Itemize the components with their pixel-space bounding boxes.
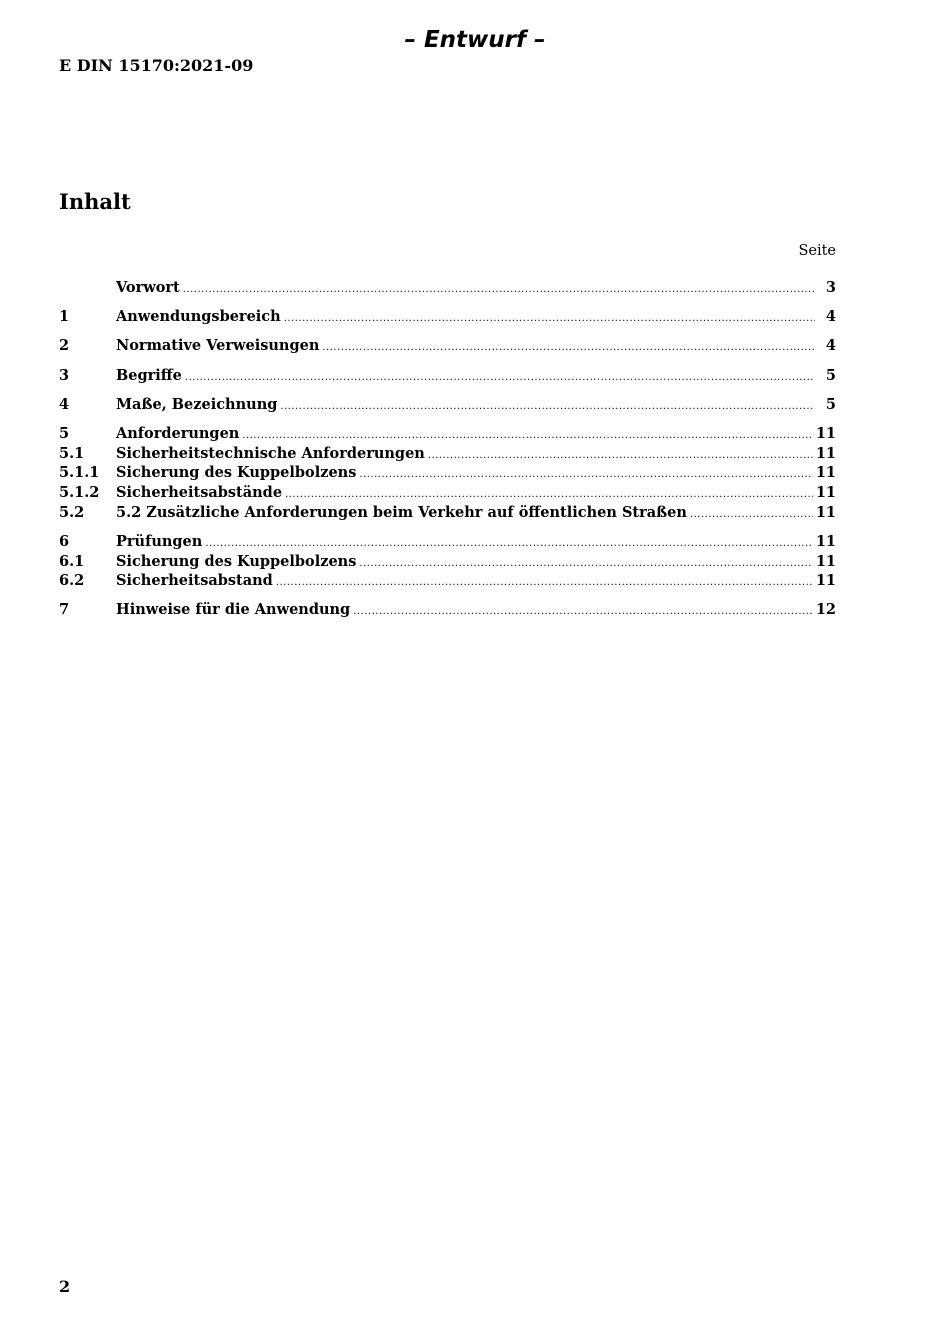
toc-entry-number: 3 xyxy=(59,366,70,384)
toc-entry-page: 11 xyxy=(815,444,836,462)
toc-entry-title: Maße, Bezeichnung xyxy=(116,395,278,413)
toc-entry[interactable] xyxy=(59,483,836,503)
toc-entry-number: 7 xyxy=(59,601,70,619)
document-id: E DIN 15170:2021-09 xyxy=(59,56,254,75)
toc-entry[interactable] xyxy=(59,571,836,591)
toc-entry-page: 5 xyxy=(825,395,836,413)
toc-entry-title: Begriffe xyxy=(116,366,182,384)
toc-entry-number: 6.1 xyxy=(59,552,85,570)
toc-entry-page: 11 xyxy=(815,464,836,482)
toc-entry-number: 5.1 xyxy=(59,444,85,462)
toc-entry-title: Sicherung des Kuppelbolzens xyxy=(116,552,357,570)
toc-entry-title: Anwendungsbereich xyxy=(116,308,281,326)
toc-entry-title: Hinweise für die Anwendung xyxy=(116,601,351,619)
toc-entry[interactable] xyxy=(59,463,836,483)
toc-entry[interactable] xyxy=(59,600,836,620)
toc-entry-title: Sicherheitstechnische Anforderungen xyxy=(116,444,425,462)
toc-entry[interactable] xyxy=(59,424,836,444)
toc-entry-number: 6.2 xyxy=(59,572,85,590)
toc-group xyxy=(59,366,836,386)
toc-dot-leader xyxy=(183,280,815,300)
toc-entry-page: 3 xyxy=(825,279,836,296)
toc-entry[interactable] xyxy=(59,395,836,415)
page-number: 2 xyxy=(59,1277,71,1296)
toc-entry-title: Anforderungen xyxy=(116,424,240,442)
toc-heading: Inhalt xyxy=(59,189,131,214)
toc-entry-number: 4 xyxy=(59,395,70,413)
toc-dot-leader xyxy=(280,397,815,417)
toc-entry-number: 2 xyxy=(59,337,70,355)
toc-entry-number: 5.2 xyxy=(59,503,85,521)
toc-entry-number: 5.1.1 xyxy=(59,464,100,482)
toc-entry[interactable] xyxy=(59,532,836,552)
toc-group xyxy=(59,278,836,298)
toc-entry[interactable] xyxy=(59,503,836,523)
toc-dot-leader xyxy=(276,573,813,593)
toc-group xyxy=(59,336,836,356)
toc-entry-page: 11 xyxy=(815,572,836,590)
toc-entry[interactable] xyxy=(59,444,836,464)
toc-entry-title: Vorwort xyxy=(116,279,180,296)
toc-entry-page: 11 xyxy=(815,532,836,550)
toc-dot-leader xyxy=(284,309,815,329)
toc-entry-page: 11 xyxy=(815,424,836,442)
toc-entry-number: 6 xyxy=(59,532,70,550)
toc-dot-leader xyxy=(322,338,815,358)
toc-dot-leader xyxy=(185,368,815,388)
toc-entry-page: 11 xyxy=(815,552,836,570)
toc-group xyxy=(59,307,836,327)
toc-entry-page: 12 xyxy=(815,601,836,619)
toc-group xyxy=(59,600,836,620)
toc-entry[interactable] xyxy=(59,278,836,298)
table-of-contents xyxy=(59,278,836,630)
toc-dot-leader xyxy=(353,602,813,622)
toc-entry-number: 5.1.2 xyxy=(59,484,100,501)
toc-entry[interactable] xyxy=(59,307,836,327)
toc-entry-title: 5.2 Zusätzliche Anforderungen beim Verkehr auf öffentlichen Straßen xyxy=(116,503,687,521)
toc-entry[interactable] xyxy=(59,552,836,572)
toc-entry-title: Sicherheitsabstand xyxy=(116,572,273,590)
toc-page-column-label: Seite xyxy=(798,243,836,259)
toc-entry-title: Prüfungen xyxy=(116,532,203,550)
toc-entry[interactable] xyxy=(59,336,836,356)
draft-banner: – Entwurf – xyxy=(404,27,546,53)
toc-entry-page: 4 xyxy=(825,308,836,326)
toc-entry-number: 1 xyxy=(59,308,70,326)
toc-entry-number: 5 xyxy=(59,424,70,442)
toc-group xyxy=(59,395,836,415)
toc-entry-page: 5 xyxy=(825,366,836,384)
toc-entry[interactable] xyxy=(59,366,836,386)
toc-entry-title: Sicherung des Kuppelbolzens xyxy=(116,464,357,482)
toc-entry-title: Normative Verweisungen xyxy=(116,337,320,355)
toc-group xyxy=(59,424,836,522)
toc-dot-leader xyxy=(690,505,813,525)
toc-entry-page: 11 xyxy=(815,503,836,521)
toc-entry-page: 11 xyxy=(815,484,836,501)
toc-group xyxy=(59,532,836,591)
toc-entry-page: 4 xyxy=(825,337,836,355)
toc-entry-title: Sicherheitsabstände xyxy=(116,484,283,501)
